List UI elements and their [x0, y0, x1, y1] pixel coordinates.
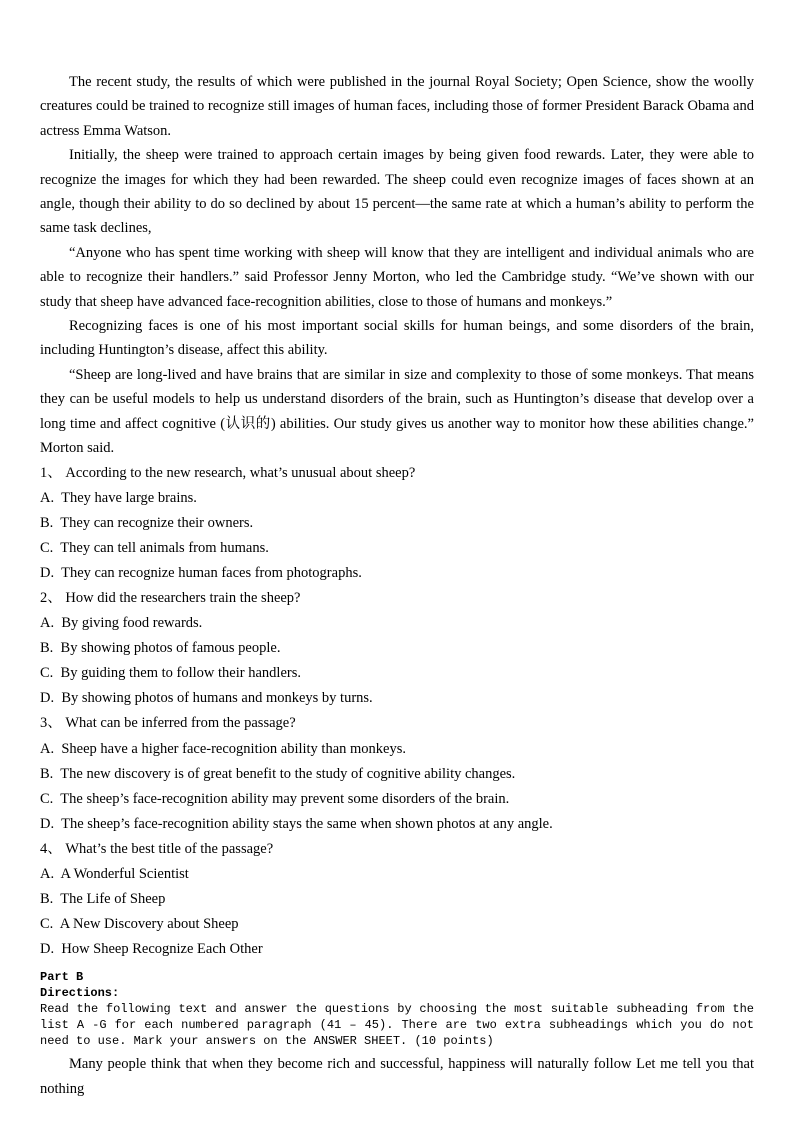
- question-option: C. By guiding them to follow their handlers.: [40, 665, 301, 682]
- question-option: C. They can tell animals from humans.: [40, 539, 269, 556]
- question-option: A. By giving food rewards.: [40, 615, 203, 632]
- directions-label: Directions:: [40, 986, 120, 1001]
- question-option: C. A New Discovery about Sheep: [40, 916, 239, 933]
- question-block-2: [40, 586, 754, 711]
- question-stem: 2、 How did the researchers train the sheep?: [40, 589, 301, 606]
- passage-paragraph: Recognizing faces is one of his most important social skills for human beings, and some disorders of the brain, including Huntington’s disease, affect this ability.: [40, 318, 754, 359]
- passage-paragraph: Initially, the sheep were trained to approach certain images by being given food rewards. Later, they were able to recognize the images for which they had been rewarded. The sheep could even recognize images of faces shown at an angle, though their ability to do so declined by about 15 percent—the same rate at which a human’s ability to perform the same task declines,: [40, 147, 754, 237]
- directions-text: Read the following text and answer the questions by choosing the most suitable subheading from the list A -G for each numbered paragraph (41 – 45). There are two extra subheadings which you do not need to use. Mark your answers on the ANSWER SHEET. (10 points): [40, 1002, 754, 1049]
- question-stem: 4、 What’s the best title of the passage?: [40, 840, 274, 857]
- part-b-section: [40, 969, 754, 1049]
- passage-paragraph: The recent study, the results of which were published in the journal Royal Society; Open Science, show the woolly creatures could be trained to recognize still images of human faces, including those of former President Barack Obama and actress Emma Watson.: [40, 74, 754, 139]
- question-option: A. They have large brains.: [40, 489, 197, 506]
- question-stem: 1、 According to the new research, what’s unusual about sheep?: [40, 464, 416, 481]
- question-block-4: [40, 837, 754, 962]
- question-option: D. How Sheep Recognize Each Other: [40, 941, 263, 958]
- question-block-1: [40, 461, 754, 586]
- question-stem: 3、 What can be inferred from the passage?: [40, 715, 296, 732]
- question-option: D. The sheep’s face-recognition ability stays the same when shown photos at any angle.: [40, 815, 553, 832]
- passage-paragraph: “Sheep are long-lived and have brains that are similar in size and complexity to those of some monkeys. That means they can be useful models to help us understand disorders of the brain, such as Huntington’s disease that develop over a long time and affect cognitive (认识的) abilities. Our study gives us another way to monitor how these abilities change.” Morton said.: [40, 366, 754, 457]
- passage-paragraph: “Anyone who has spent time working with sheep will know that they are intelligent and individual animals who are able to recognize their handlers.” said Professor Jenny Morton, who led the Cambridge study. “We’ve shown with our study that sheep have advanced face-recognition abilities, close to those of humans and monkeys.”: [40, 244, 754, 310]
- question-option: B. The new discovery is of great benefit to the study of cognitive ability changes.: [40, 765, 516, 782]
- question-option: D. By showing photos of humans and monkeys by turns.: [40, 690, 373, 707]
- question-option: D. They can recognize human faces from photographs.: [40, 564, 362, 581]
- closing-paragraph: Many people think that when they become rich and successful, happiness will naturally follow Let me tell you that nothing: [40, 1056, 754, 1097]
- question-option: B. They can recognize their owners.: [40, 514, 254, 531]
- question-option: A. A Wonderful Scientist: [40, 866, 189, 882]
- question-option: B. The Life of Sheep: [40, 891, 166, 908]
- question-option: A. Sheep have a higher face-recognition ability than monkeys.: [40, 740, 407, 757]
- part-b-heading: Part B: [40, 970, 84, 985]
- question-block-3: [40, 711, 754, 836]
- question-option: C. The sheep’s face-recognition ability may prevent some disorders of the brain.: [40, 790, 510, 807]
- question-option: B. By showing photos of famous people.: [40, 640, 281, 657]
